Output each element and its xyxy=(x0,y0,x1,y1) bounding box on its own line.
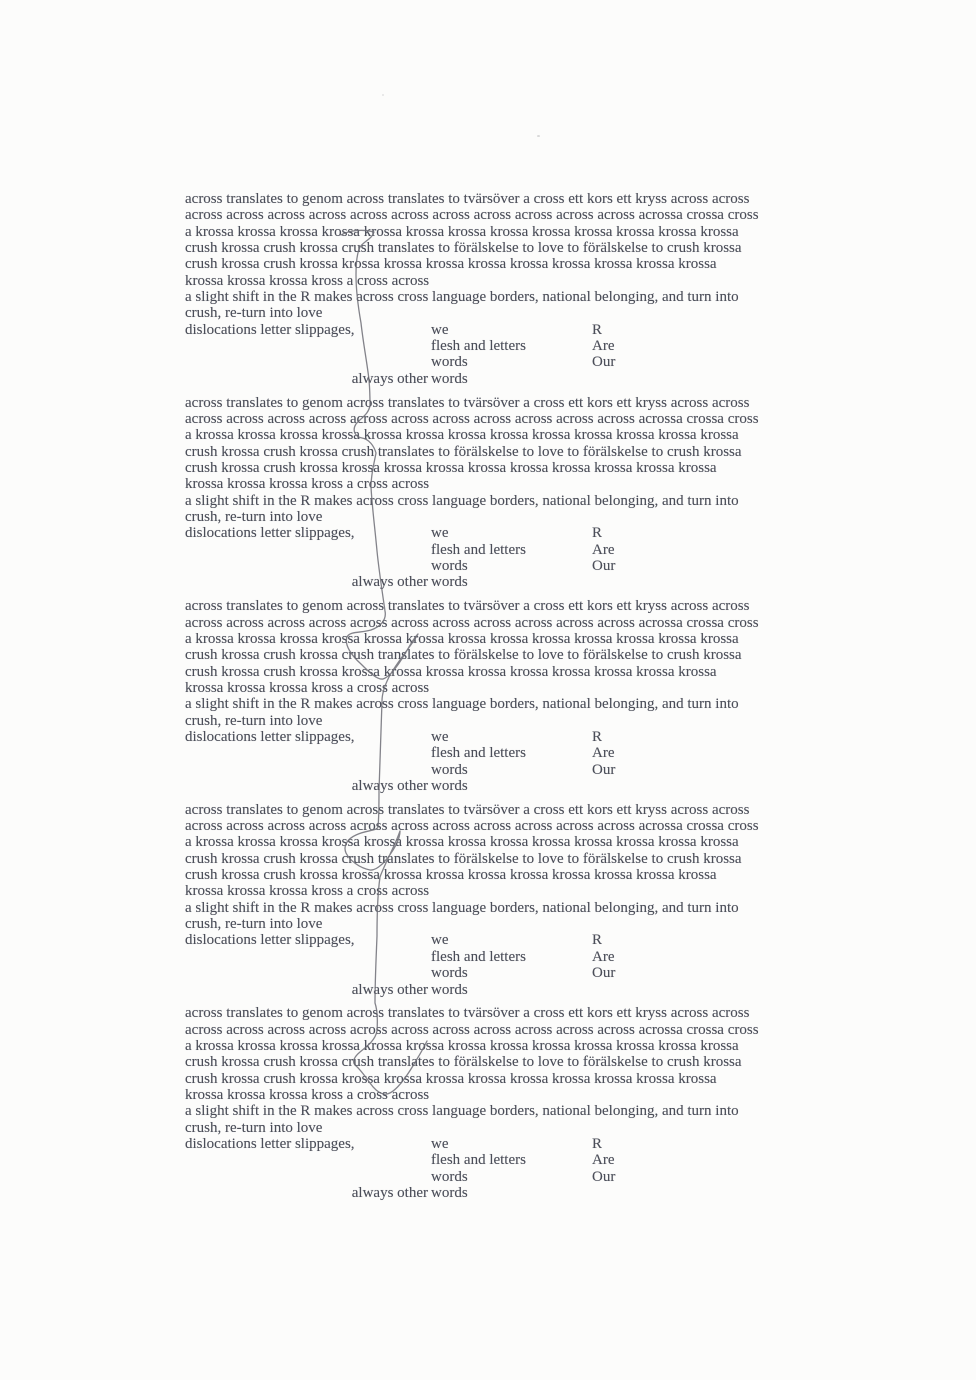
poem-line: crush krossa crush krossa krossa krossa krossa krossa krossa krossa krossa krossa krossa xyxy=(185,256,717,273)
poem-line: crush krossa crush krossa crush translates to förälskelse to love to förälskelse to crush krossa xyxy=(185,1054,742,1071)
footer-row xyxy=(185,982,805,998)
column-cell-middle: we xyxy=(431,1136,449,1153)
column-row xyxy=(185,558,805,574)
footer-row xyxy=(185,371,805,387)
poem-line: a slight shift in the R makes across cross language borders, national belonging, and turn into xyxy=(185,899,739,916)
poem-line: crush krossa crush krossa krossa krossa krossa krossa krossa krossa krossa krossa krossa xyxy=(185,1070,717,1087)
poem-line: crush krossa crush krossa crush translates to förälskelse to love to förälskelse to crush krossa xyxy=(185,443,742,460)
column-row xyxy=(185,322,805,338)
column-cell-right: Are xyxy=(592,948,615,965)
column-row xyxy=(185,729,805,745)
footer-row xyxy=(185,778,805,794)
column-cell-middle: flesh and letters xyxy=(431,541,526,558)
poem-line: krossa krossa krossa kross a cross across xyxy=(185,883,430,900)
column-cell-right: R xyxy=(592,1136,603,1153)
poem-stanza-3 xyxy=(185,598,805,794)
column-row xyxy=(185,965,805,981)
footer-words: words xyxy=(431,574,468,591)
poem-stanza-4 xyxy=(185,802,805,998)
poem-line: crush krossa crush krossa crush translates to förälskelse to love to förälskelse to crush krossa xyxy=(185,850,742,867)
column-cell-right: R xyxy=(592,525,603,542)
poem-line: across across across across across across across across across across across acrossa crossa cross xyxy=(185,410,759,427)
column-row xyxy=(185,525,805,541)
column-cell-middle: words xyxy=(431,354,468,371)
poem-line: a krossa krossa krossa krossa krossa krossa krossa krossa krossa krossa krossa krossa krossa xyxy=(185,834,739,851)
column-cell-right: Are xyxy=(592,541,615,558)
footer-words: words xyxy=(431,777,468,794)
poem-line: across across across across across across across across across across across acrossa crossa cross xyxy=(185,207,759,224)
poem-line: a krossa krossa krossa krossa krossa krossa krossa krossa krossa krossa krossa krossa krossa xyxy=(185,223,739,240)
column-cell-left: dislocations letter slippages, xyxy=(185,932,355,949)
poem-line: krossa krossa krossa kross a cross across xyxy=(185,272,430,289)
poem-line: crush, re-turn into love xyxy=(185,305,323,322)
column-cell-middle: flesh and letters xyxy=(431,745,526,762)
column-cell-middle: we xyxy=(431,728,449,745)
column-cell-middle: we xyxy=(431,525,449,542)
poem-line: crush krossa crush krossa crush translates to förälskelse to love to förälskelse to crush krossa xyxy=(185,647,742,664)
poem-line: crush krossa crush krossa krossa krossa krossa krossa krossa krossa krossa krossa krossa xyxy=(185,663,717,680)
poem-line: crush, re-turn into love xyxy=(185,1119,323,1136)
poem-line: krossa krossa krossa kross a cross across xyxy=(185,476,430,493)
poem-line: a slight shift in the R makes across cross language borders, national belonging, and turn into xyxy=(185,492,739,509)
scan-speck xyxy=(382,94,384,96)
poem-line: a krossa krossa krossa krossa krossa krossa krossa krossa krossa krossa krossa krossa krossa xyxy=(185,630,739,647)
column-cell-left: dislocations letter slippages, xyxy=(185,321,355,338)
column-cell-right: Are xyxy=(592,745,615,762)
column-row xyxy=(185,542,805,558)
column-cell-middle: flesh and letters xyxy=(431,948,526,965)
poem-line: across across across across across across across across across across across acrossa crossa cross xyxy=(185,818,759,835)
poem-line: krossa krossa krossa kross a cross across xyxy=(185,1087,430,1104)
column-cell-right: Our xyxy=(592,761,616,778)
column-cell-left: dislocations letter slippages, xyxy=(185,728,355,745)
column-cell-middle: we xyxy=(431,321,449,338)
poem-line: crush krossa crush krossa krossa krossa krossa krossa krossa krossa krossa krossa krossa xyxy=(185,867,717,884)
column-cell-left: dislocations letter slippages, xyxy=(185,1136,355,1153)
poem-line: across translates to genom across translates to tvärsöver a cross ett kors ett kryss across across xyxy=(185,191,750,207)
column-cell-right: Are xyxy=(592,1152,615,1169)
footer-left: always other xyxy=(351,777,428,794)
column-cell-right: Our xyxy=(592,354,616,371)
poem-stanza-2 xyxy=(185,395,805,591)
poem-line: a slight shift in the R makes across cross language borders, national belonging, and turn into xyxy=(185,696,739,713)
poem-line: crush, re-turn into love xyxy=(185,508,323,525)
footer-left: always other xyxy=(351,1185,428,1202)
footer-left: always other xyxy=(351,370,428,387)
column-cell-right: R xyxy=(592,932,603,949)
column-row xyxy=(185,949,805,965)
column-cell-middle: words xyxy=(431,761,468,778)
poem-line: across translates to genom across translates to tvärsöver a cross ett kors ett kryss across across xyxy=(185,394,750,411)
poem-line: a slight shift in the R makes across cross language borders, national belonging, and turn into xyxy=(185,289,739,306)
poem-line: crush, re-turn into love xyxy=(185,916,323,933)
poem-stanza-5 xyxy=(185,1005,805,1201)
footer-words: words xyxy=(431,1185,468,1202)
column-cell-middle: we xyxy=(431,932,449,949)
column-cell-left: dislocations letter slippages, xyxy=(185,525,355,542)
poem-line: across across across across across across across across across across across acrossa crossa cross xyxy=(185,1021,759,1038)
column-cell-right: Our xyxy=(592,1168,616,1185)
poem-line: a krossa krossa krossa krossa krossa krossa krossa krossa krossa krossa krossa krossa krossa xyxy=(185,427,739,444)
footer-row xyxy=(185,574,805,590)
column-cell-middle: flesh and letters xyxy=(431,338,526,355)
column-cell-right: R xyxy=(592,321,603,338)
column-cell-middle: words xyxy=(431,558,468,575)
footer-left: always other xyxy=(351,574,428,591)
poem-line: a slight shift in the R makes across cross language borders, national belonging, and turn into xyxy=(185,1103,739,1120)
column-cell-middle: words xyxy=(431,1168,468,1185)
column-cell-right: Are xyxy=(592,338,615,355)
footer-words: words xyxy=(431,370,468,387)
poem-line: crush krossa crush krossa krossa krossa krossa krossa krossa krossa krossa krossa krossa xyxy=(185,459,717,476)
column-row xyxy=(185,1152,805,1168)
column-row xyxy=(185,338,805,354)
poem-line: across translates to genom across translates to tvärsöver a cross ett kors ett kryss across across xyxy=(185,598,750,615)
poem-stanza-1 xyxy=(185,191,805,387)
poem-line: crush, re-turn into love xyxy=(185,712,323,729)
column-row xyxy=(185,1136,805,1152)
column-row xyxy=(185,745,805,761)
poem-line: across translates to genom across translates to tvärsöver a cross ett kors ett kryss across across xyxy=(185,801,750,818)
column-cell-right: Our xyxy=(592,965,616,982)
poem-line: crush krossa crush krossa crush translates to förälskelse to love to förälskelse to crush krossa xyxy=(185,240,742,257)
poem-line: across across across across across across across across across across across acrossa crossa cross xyxy=(185,614,759,631)
footer-words: words xyxy=(431,981,468,998)
column-row xyxy=(185,762,805,778)
footer-left: always other xyxy=(351,981,428,998)
poem-line: krossa krossa krossa kross a cross across xyxy=(185,679,430,696)
column-cell-middle: flesh and letters xyxy=(431,1152,526,1169)
column-cell-right: Our xyxy=(592,558,616,575)
poem-stanzas xyxy=(185,191,805,1209)
column-cell-middle: words xyxy=(431,965,468,982)
column-row xyxy=(185,354,805,370)
poem-line: a krossa krossa krossa krossa krossa krossa krossa krossa krossa krossa krossa krossa krossa xyxy=(185,1038,739,1054)
footer-row xyxy=(185,1185,805,1201)
column-row xyxy=(185,1169,805,1185)
poem-line: across translates to genom across translates to tvärsöver a cross ett kors ett kryss across across xyxy=(185,1005,750,1022)
scan-speck xyxy=(537,135,540,137)
column-row xyxy=(185,932,805,948)
column-cell-right: R xyxy=(592,728,603,745)
